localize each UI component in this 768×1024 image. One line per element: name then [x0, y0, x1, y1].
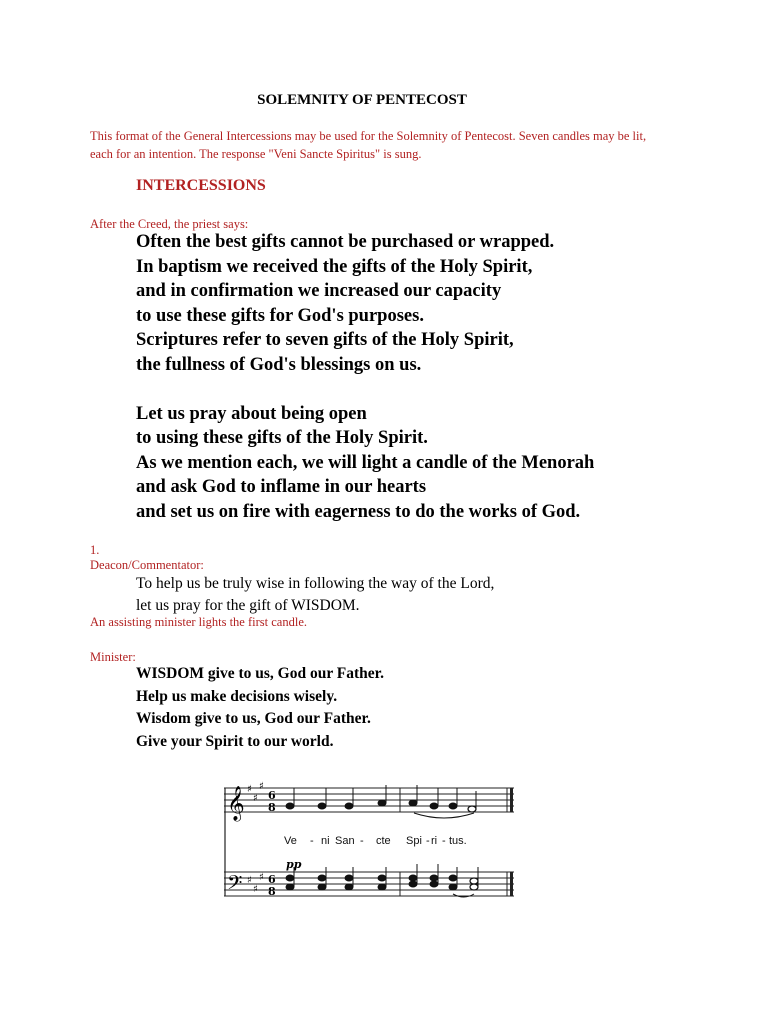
lyric-hyphen: - — [360, 835, 364, 847]
prayer-line: Scriptures refer to seven gifts of the Holy Spirit, — [136, 330, 514, 350]
response-line: Give your Spirit to our world. — [136, 732, 334, 750]
prayer-blank-line — [136, 377, 594, 402]
bass-clef-icon: 𝄢 — [227, 871, 243, 898]
page-title: SOLEMNITY OF PENTECOST — [257, 92, 467, 108]
treble-clef-icon: 𝄞 — [227, 786, 245, 821]
bass-notes — [286, 864, 478, 890]
lyric-hyphen: - — [442, 835, 446, 847]
lyric-syllable: San — [335, 835, 355, 847]
time-signature — [268, 789, 276, 898]
minister-response — [136, 663, 384, 753]
prayer-line: to use these gifts for God's purposes. — [136, 305, 424, 326]
prayer-line: and in confirmation we increased our capacity — [136, 281, 502, 301]
intro-rubric: This format of the General Intercessions may be used for the Solemnity of Pentecost. Seven candles may be lit, each for an intention. The response "Veni Sancte Spiritus" is sung. — [90, 129, 647, 161]
lyric-syllable: Ve — [284, 835, 297, 847]
deacon-line: To help us be truly wise in following the way of the Lord, — [136, 575, 495, 592]
svg-text:♯: ♯ — [247, 875, 252, 886]
svg-text:6: 6 — [268, 789, 276, 802]
prayer-line: and set us on fire with eagerness to do the works of God. — [136, 501, 581, 522]
lyric-syllable: ri — [431, 835, 438, 847]
svg-text:♯: ♯ — [259, 781, 264, 792]
deacon-line: let us pray for the gift of WISDOM. — [136, 597, 360, 614]
prayer-line: Let us pray about being open — [136, 403, 367, 424]
minister-label: Minister: — [90, 650, 136, 664]
lyric-hyphen: - — [310, 835, 314, 847]
prayer-line: and ask God to inflame in our hearts — [136, 477, 427, 497]
lyric-syllable: Spi — [406, 835, 422, 847]
prayer-line: to using these gifts of the Holy Spirit. — [136, 428, 428, 448]
lyrics — [284, 835, 467, 847]
music-score — [224, 776, 518, 898]
deacon-intention — [136, 573, 494, 617]
prayer-line: Often the best gifts cannot be purchased or wrapped. — [136, 232, 555, 252]
creed-rubric: After the Creed, the priest says: — [90, 217, 249, 231]
svg-text:8: 8 — [268, 885, 276, 898]
response-line: Wisdom give to us, God our Father. — [136, 710, 371, 727]
svg-text:♯: ♯ — [259, 872, 264, 883]
candle-rubric: An assisting minister lights the first candle. — [90, 615, 307, 629]
dynamic-marking: pp — [286, 858, 302, 871]
prayer-line: the fullness of God's blessings on us. — [136, 354, 422, 375]
prayer-line: As we mention each, we will light a candle of the Menorah — [136, 452, 595, 473]
prayer-line: In baptism we received the gifts of the Holy Spirit, — [136, 256, 533, 277]
priest-prayer — [136, 230, 594, 524]
intention-number: 1. — [90, 543, 100, 557]
response-line: Help us make decisions wisely. — [136, 687, 338, 705]
svg-text:♯: ♯ — [247, 784, 252, 795]
svg-text:8: 8 — [268, 801, 276, 814]
section-heading: INTERCESSIONS — [136, 177, 266, 194]
treble-notes — [286, 785, 476, 812]
response-line: WISDOM give to us, God our Father. — [136, 665, 385, 682]
svg-text:♯: ♯ — [253, 884, 258, 895]
deacon-label: Deacon/Commentator: — [90, 558, 204, 572]
svg-text:♯: ♯ — [253, 793, 258, 804]
lyric-hyphen: - — [426, 835, 430, 847]
lyric-syllable: tus. — [449, 835, 467, 847]
svg-text:6: 6 — [268, 873, 276, 886]
lyric-syllable: ni — [321, 835, 330, 847]
lyric-syllable: cte — [376, 835, 391, 847]
